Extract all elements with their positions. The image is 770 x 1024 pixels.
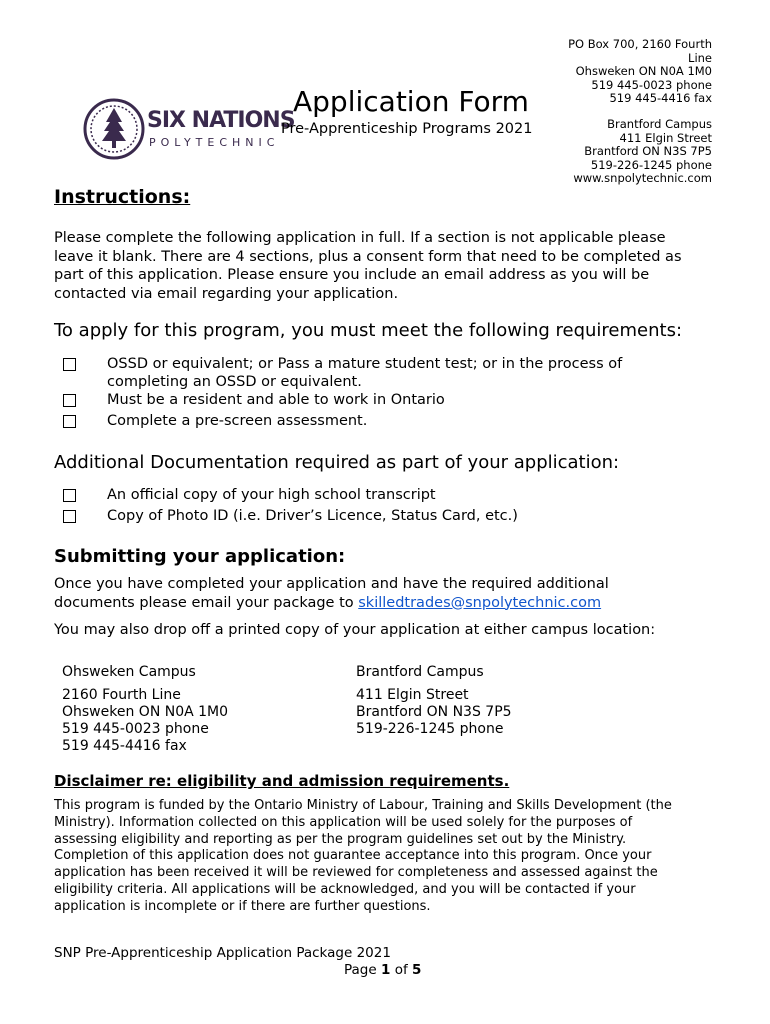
address-line: PO Box 700, 2160 Fourth — [568, 37, 712, 51]
brantford-campus-name: Brantford Campus — [356, 664, 484, 680]
requirement-text: Complete a pre-screen assessment. — [107, 413, 368, 429]
documentation-checkbox[interactable] — [63, 510, 76, 523]
requirement-checkbox[interactable] — [63, 358, 76, 371]
page-total: 5 — [412, 962, 422, 978]
address-line: 411 Elgin Street — [619, 130, 712, 145]
instructions-paragraph: Please complete the following application in full. If a section is not applicable please leave it blank. There are 4 sections, plus a consent form that need to be completed as part of this application. Please ensure you include an email address as you will be contacted via email regarding your application. — [54, 230, 682, 302]
requirement-checkbox[interactable] — [63, 394, 76, 407]
website-text: www.snpolytechnic.com — [573, 171, 712, 185]
page-title: Application Form — [293, 85, 529, 118]
campus-address-line: 519 445-4416 fax — [62, 738, 187, 754]
campus-address-line: 519 445-0023 phone — [62, 721, 209, 737]
submitting-text: Once you have completed your application and have the required additional documents please email your package to — [54, 576, 609, 611]
address-line: 519 445-4416 fax — [609, 91, 712, 105]
ohsweken-address-block — [562, 38, 712, 106]
of-word: of — [394, 962, 408, 978]
disclaimer-paragraph: This program is funded by the Ontario Ministry of Labour, Training and Skills Development (the Ministry). Information collected on this application will be used solely for the purposes of assessing eligibility and reporting as per the program guidelines set out by the Ministry. Completion of this application does not guarantee acceptance into this program. Once your application has been received it will be reviewed for completeness and assessed against the eligibility criteria. All applications will be acknowledged, and you will be contacted if your application is incomplete or if there are further questions. — [54, 798, 672, 914]
instructions-heading: Instructions: — [54, 186, 191, 208]
package-footer: SNP Pre-Apprenticeship Application Package 2021 — [54, 945, 391, 961]
disclaimer-heading: Disclaimer re: eligibility and admission requirements. — [54, 772, 510, 790]
requirements-heading: To apply for this program, you must meet the following requirements: — [54, 320, 683, 341]
campus-address-line: Ohsweken ON N0A 1M0 — [62, 704, 229, 720]
dropoff-paragraph: You may also drop off a printed copy of your application at either campus location: — [54, 622, 656, 638]
requirement-text: OSSD or equivalent; or Pass a mature student test; or in the process of completing an OSSD or equivalent. — [107, 356, 623, 390]
submitting-paragraph — [54, 575, 694, 612]
logo-subtitle: POLYTECHNIC — [149, 136, 280, 149]
address-line: Ohsweken ON N0A 1M0 — [575, 64, 712, 78]
page-word: Page — [344, 962, 377, 978]
brantford-campus-address — [356, 687, 512, 738]
requirement-text: Must be a resident and able to work in Ontario — [107, 392, 445, 408]
ohsweken-campus-address — [62, 687, 228, 755]
address-line: 519 445-0023 phone — [591, 77, 712, 92]
email-link[interactable]: skilledtrades@snpolytechnic.com — [358, 594, 602, 611]
address-line: Line — [688, 50, 712, 65]
brantford-address-block — [512, 118, 712, 186]
address-line: Brantford ON N3S 7P5 — [584, 144, 712, 158]
campus-address-line: 519-226-1245 phone — [356, 721, 504, 737]
page-subtitle: Pre-Apprenticeship Programs 2021 — [281, 121, 533, 137]
address-line: 519-226-1245 phone — [590, 157, 712, 172]
page-number — [344, 962, 421, 978]
submitting-heading: Submitting your application: — [54, 546, 346, 567]
page-current: 1 — [380, 962, 391, 978]
documentation-text: An official copy of your high school transcript — [107, 487, 436, 503]
documentation-heading: Additional Documentation required as part of your application: — [54, 452, 620, 473]
logo-wordmark: SIX NATIONS — [147, 108, 295, 133]
address-line: Brantford Campus — [607, 117, 712, 131]
six-nations-logo — [83, 96, 293, 162]
campus-address-line: 2160 Fourth Line — [62, 687, 181, 703]
requirement-checkbox[interactable] — [63, 415, 76, 428]
tree-seal-icon — [83, 98, 145, 160]
documentation-text: Copy of Photo ID (i.e. Driver’s Licence, Status Card, etc.) — [107, 508, 518, 524]
campus-address-line: 411 Elgin Street — [356, 687, 469, 703]
campus-address-line: Brantford ON N3S 7P5 — [356, 704, 512, 720]
documentation-checkbox[interactable] — [63, 489, 76, 502]
ohsweken-campus-name: Ohsweken Campus — [62, 664, 196, 680]
